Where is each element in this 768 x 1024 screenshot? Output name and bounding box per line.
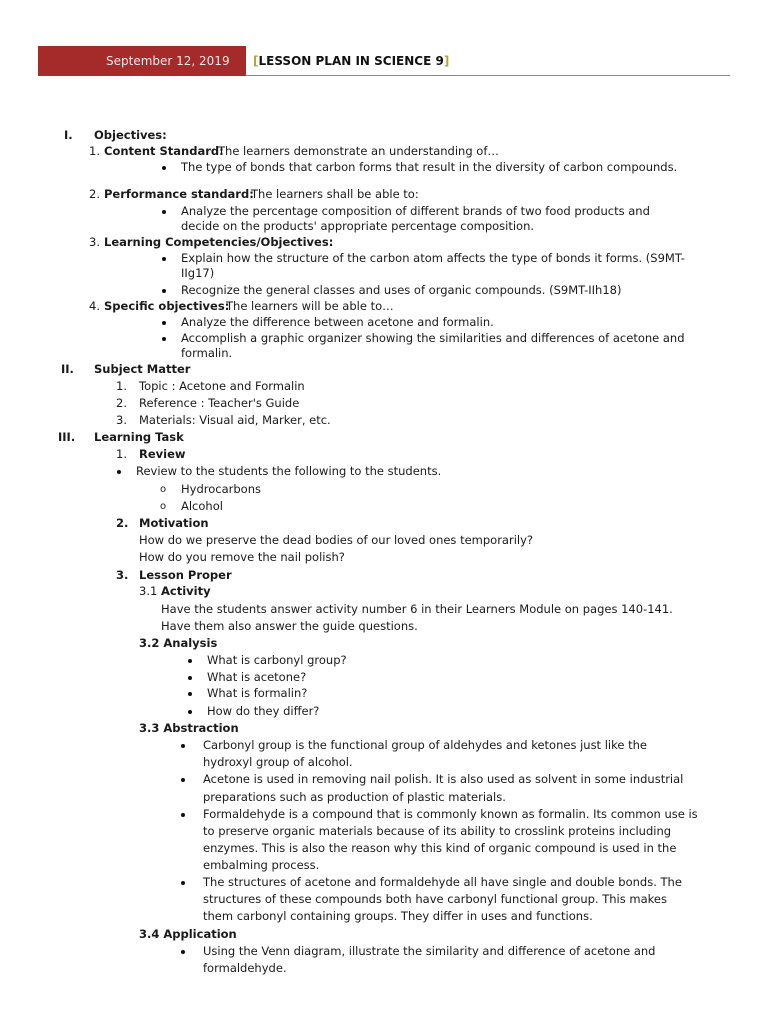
competency-1-line2: IIg17) — [181, 266, 215, 280]
abstraction-3-line1: Formaldehyde is a compound that is commonly known as formalin. Its common use is — [203, 807, 698, 821]
abstraction-1-line2: hydroxyl group of alcohol. — [203, 755, 353, 769]
abstraction-1-line1: Carbonyl group is the functional group of aldehydes and ketones just like the — [203, 738, 647, 752]
specific-objective-1: Analyze the difference between acetone and formalin. — [181, 315, 494, 329]
motivation-question-1: How do we preserve the dead bodies of our loved ones temporarily? — [139, 533, 533, 547]
section-1-number: I. — [64, 128, 73, 142]
bullet-icon — [188, 659, 192, 663]
bullet-icon — [181, 813, 185, 817]
application-title: 3.4 Application — [139, 927, 237, 941]
review-number: 1. — [116, 447, 127, 461]
subject-materials: Materials: Visual aid, Marker, etc. — [139, 413, 331, 427]
bullet-icon — [181, 744, 185, 748]
header-date: September 12, 2019 — [106, 54, 230, 68]
analysis-question-1: What is carbonyl group? — [207, 653, 347, 667]
application-line1: Using the Venn diagram, illustrate the similarity and difference of acetone and — [203, 944, 656, 958]
bullet-icon — [162, 321, 166, 325]
analysis-title: 3.2 Analysis — [139, 636, 218, 650]
abstraction-4-line3: them carbonyl containing groups. They differ in uses and functions. — [203, 909, 593, 923]
performance-standard-number: 2. — [89, 187, 100, 201]
abstraction-title: 3.3 Abstraction — [139, 721, 239, 735]
section-2-title: Subject Matter — [94, 362, 191, 376]
abstraction-3-line4: embalming process. — [203, 858, 320, 872]
specific-objectives-label: Specific objectives: — [104, 299, 230, 313]
header-title-text: LESSON PLAN IN SCIENCE 9 — [258, 54, 444, 68]
review-title: Review — [139, 447, 186, 461]
bullet-icon — [188, 676, 192, 680]
competency-1-line1: Explain how the structure of the carbon atom affects the type of bonds it forms. (S9MT- — [181, 251, 685, 265]
performance-standard-label: Performance standard: — [104, 187, 254, 201]
competency-2: Recognize the general classes and uses of organic compounds. (S9MT-IIh18) — [181, 283, 622, 297]
header-divider — [246, 75, 730, 76]
specific-objective-2-line2: formalin. — [181, 346, 233, 360]
lesson-proper-number: 3. — [116, 568, 129, 582]
bullet-icon — [117, 470, 121, 474]
analysis-question-3: What is formalin? — [207, 686, 308, 700]
abstraction-4-line2: structures of these compounds both have carbonyl functional group. This makes — [203, 892, 667, 906]
motivation-question-2: How do you remove the nail polish? — [139, 550, 345, 564]
lesson-proper-title: Lesson Proper — [139, 568, 232, 582]
bullet-icon — [188, 710, 192, 714]
competencies-number: 3. — [89, 235, 100, 249]
content-standard-label: Content Standard: — [104, 144, 224, 158]
subject-item-1-number: 1. — [116, 379, 127, 393]
activity-number: 3.1 — [139, 584, 158, 598]
competencies-label: Learning Competencies/Objectives: — [104, 235, 334, 249]
section-3-title: Learning Task — [94, 430, 184, 444]
performance-standard-bullet-line2: decide on the products' appropriate percentage composition. — [181, 219, 535, 233]
bullet-icon — [162, 166, 166, 170]
specific-objectives-text: The learners will be able to… — [226, 299, 394, 313]
activity-title: Activity — [161, 584, 211, 598]
activity-line-1: Have the students answer activity number 6 in their Learners Module on pages 140-141. — [161, 602, 673, 616]
performance-standard-bullet-line1: Analyze the percentage composition of different brands of two food products and — [181, 204, 650, 218]
section-1-title: Objectives: — [94, 128, 167, 142]
section-2-number: II. — [61, 362, 74, 376]
abstraction-2-line2: preparations such as production of plastic materials. — [203, 790, 506, 804]
bullet-icon — [162, 337, 166, 341]
bullet-icon — [162, 210, 166, 214]
abstraction-3-line3: enzymes. This is also the reason why this kind of organic compound is used in the — [203, 841, 677, 855]
subject-reference: Reference : Teacher's Guide — [139, 396, 300, 410]
specific-objective-2-line1: Accomplish a graphic organizer showing the similarities and differences of acetone and — [181, 331, 685, 345]
circle-bullet-icon: o — [160, 484, 167, 495]
bullet-icon — [181, 881, 185, 885]
application-line2: formaldehyde. — [203, 961, 287, 975]
abstraction-4-line1: The structures of acetone and formaldehyde all have single and double bonds. The — [203, 875, 682, 889]
subject-item-2-number: 2. — [116, 396, 127, 410]
review-bullet: Review to the students the following to the students. — [136, 464, 442, 478]
subject-item-3-number: 3. — [116, 413, 127, 427]
motivation-number: 2. — [116, 516, 129, 530]
activity-line-2: Have them also answer the guide questions. — [161, 619, 418, 633]
analysis-question-2: What is acetone? — [207, 670, 307, 684]
bullet-icon — [162, 289, 166, 293]
performance-standard-text: The learners shall be able to: — [251, 187, 419, 201]
bullet-icon — [162, 257, 166, 261]
bullet-icon — [181, 778, 185, 782]
bullet-icon — [188, 692, 192, 696]
motivation-title: Motivation — [139, 516, 209, 530]
review-sub-alcohol: Alcohol — [181, 499, 223, 513]
abstraction-3-line2: to preserve organic materials because of its ability to crosslink proteins including — [203, 824, 672, 838]
header-title: [LESSON PLAN IN SCIENCE 9] — [253, 54, 450, 68]
review-sub-hydrocarbons: Hydrocarbons — [181, 482, 261, 496]
content-standard-text: The learners demonstrate an understanding of… — [218, 144, 499, 158]
content-standard-bullet: The type of bonds that carbon forms that result in the diversity of carbon compounds. — [181, 160, 678, 174]
abstraction-2-line1: Acetone is used in removing nail polish. It is also used as solvent in some industrial — [203, 772, 684, 786]
section-3-number: III. — [58, 430, 76, 444]
bullet-icon — [181, 950, 185, 954]
content-standard-number: 1. — [89, 144, 100, 158]
specific-objectives-number: 4. — [89, 299, 100, 313]
analysis-question-4: How do they differ? — [207, 704, 320, 718]
subject-topic: Topic : Acetone and Formalin — [139, 379, 305, 393]
circle-bullet-icon: o — [160, 501, 167, 512]
